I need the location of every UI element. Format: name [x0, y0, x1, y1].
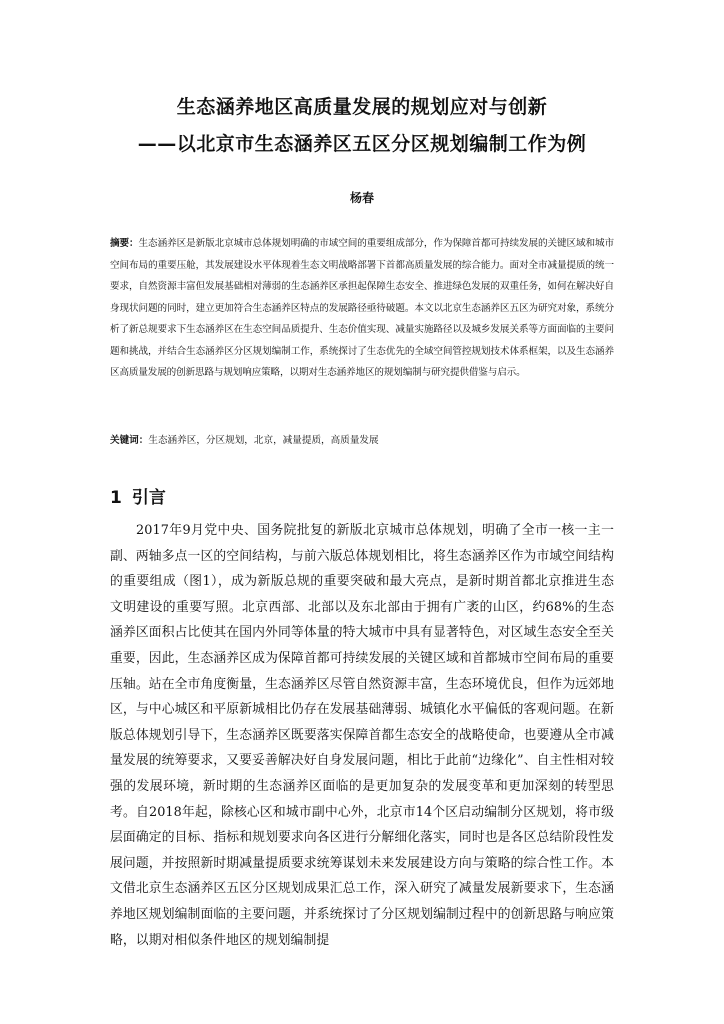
section-title: 引言 [131, 488, 166, 508]
abstract-label: 摘要： [110, 238, 139, 249]
abstract-text: 生态涵养区是新版北京城市总体规划明确的市域空间的重要组成部分，作为保障首都可持续发展的关键区域和城市空间布局的重要压舱，其发展建设水平体现着生态文明战略部署下首都高质量发展的综合能力。面对全市减量提质的统一要求，自然资源丰富但发展基础相对薄弱的生态涵养区承担起保障生态安全、推进绿色发展的双重任务，如何在解决好自身现状问题的同时，建立更加符合生态涵养区特点的发展路径亟待破题。本文以北京生态涵养区五区为研究对象，系统分析了新总规要求下生态涵养区在生态空间品质提升、生态价值实现、减量实施路径以及城乡发展关系等方面面临的主要问题和挑战，并结合生态涵养区分区规划编制工作，系统探讨了生态优先的全域空间管控规划技术体系框架，以及生态涵养区高质量发展的创新思路与规划响应策略，以期对生态涵养地区的规划编制与研究提供借鉴与启示。 [110, 238, 615, 378]
abstract [110, 233, 614, 384]
keywords-text: 生态涵养区，分区规划，北京，减量提质，高质量发展 [148, 435, 379, 446]
section-number: 1 [110, 488, 122, 508]
body-paragraph: 2017年9月党中央、国务院批复的新版北京城市总体规划，明确了全市一核一主一副、两轴多点一区的空间结构，与前六版总体规划相比，将生态涵养区作为市域空间结构的重要组成（图1），成为新版总规的重要突破和最大亮点，是新时期首都北京推进生态文明建设的重要写照。北京西部、北部以及东北部由于拥有广袤的山区，约68%的生态涵养区面积占比使其在国内外同等体量的特大城市中具有显著特色，对区域生态安全至关重要，因此，生态涵养区成为保障首都可持续发展的关键区域和首都城市空间布局的重要压轴。站在全市角度衡量，生态涵养区尽管自然资源丰富，生态环境优良，但作为远郊地区，与中心城区和平原新城相比仍存在发展基础薄弱、城镇化水平偏低的客观问题。在新版总体规划引导下，生态涵养区既要落实保障首都生态安全的战略使命，也要遵从全市减量发展的统筹要求，又要妥善解决好自身发展问题，相比于此前“边缘化”、自主性相对较强的发展环境，新时期的生态涵养区面临的是更加复杂的发展变革和更加深刻的转型思考。自2018年起，除核心区和城市副中心外，北京市14个区启动编制分区规划，将市级层面确定的目标、指标和规划要求向各区进行分解细化落实，同时也是各区总结阶段性发展问题，并按照新时期减量提质要求统筹谋划未来发展建设方向与策略的综合性工作。本文借北京生态涵养区五区分区规划成果汇总工作，深入研究了减量发展新要求下，生态涵养地区规划编制面临的主要问题，并系统探讨了分区规划编制过程中的创新思路与响应策略，以期对相似条件地区的规划编制提 [110, 523, 614, 948]
keywords [110, 430, 614, 452]
author-name: 杨春 [349, 191, 374, 205]
keywords-label: 关键词： [110, 435, 149, 446]
paper-subtitle: ——以北京市生态涵养区五区分区规划编制工作为例 [137, 133, 587, 155]
section-heading [110, 483, 166, 508]
paper-title: 生态涵养地区高质量发展的规划应对与创新 [176, 96, 548, 118]
